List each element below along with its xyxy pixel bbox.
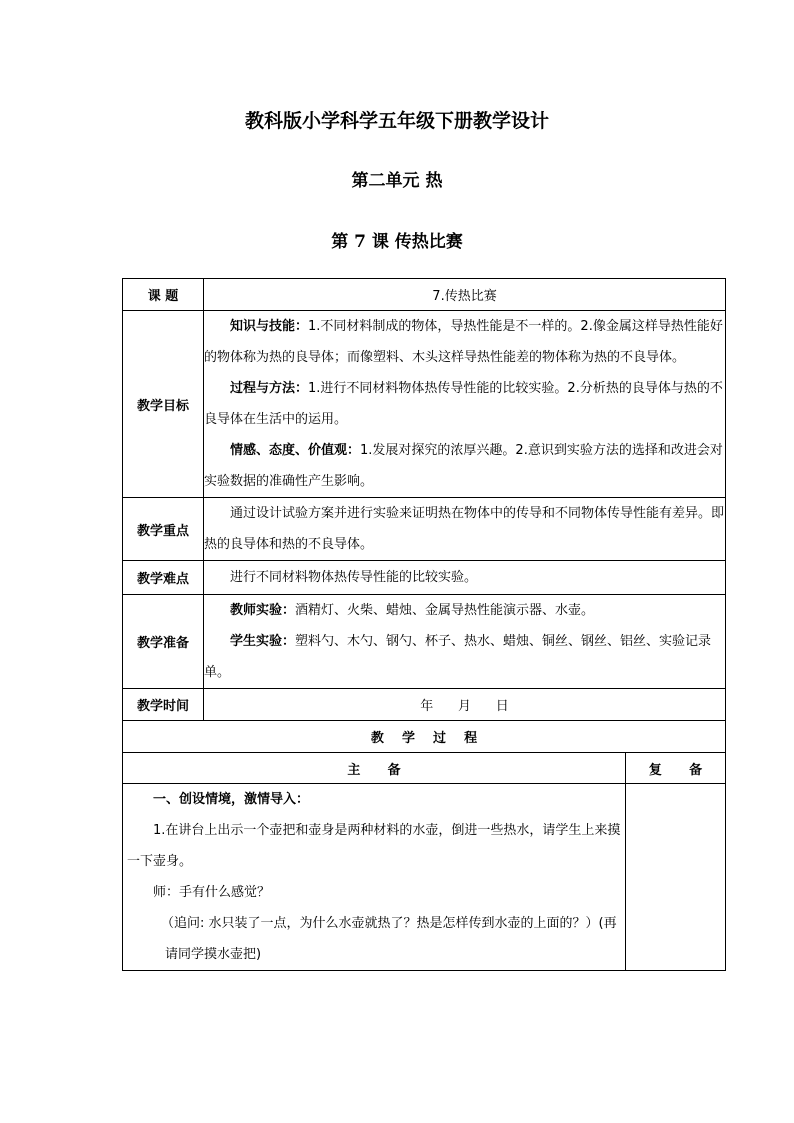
objective-text: 1.不同材料制成的物体，导热性能是不一样的。2.像金属这样导热性能好的物体称为热的良导体；而像塑料、木头这样导热性能差的物体称为热的不良导体。 (204, 319, 723, 365)
lesson-plan-table (122, 278, 726, 971)
difficulty-text: 进行不同材料物体热传导性能的比较实验。 (230, 570, 478, 585)
preparation-teacher (204, 595, 725, 626)
objective-text: 1.进行不同材料物体热传导性能的比较实验。2.分析热的良导体与热的不良导体在生活中的运用。 (204, 381, 723, 427)
topic-value: 7.传热比赛 (204, 279, 726, 311)
difficulty-content (204, 561, 726, 595)
time-value: 年 月 日 (204, 689, 726, 721)
process-line: 师：手有什么感觉？ (153, 885, 271, 900)
key-points-label: 教学重点 (123, 498, 204, 561)
process-content-row (123, 784, 726, 971)
topic-label: 课 题 (123, 279, 204, 311)
review-prep-header: 复 备 (626, 753, 726, 784)
key-points-row (123, 498, 726, 561)
objectives-content (204, 311, 726, 498)
preparation-heading: 教师实验： (230, 603, 296, 618)
time-row (123, 689, 726, 721)
column-header-row (123, 753, 726, 784)
objective-knowledge (204, 311, 725, 373)
key-points-content (204, 498, 726, 561)
main-prep-header: 主 备 (123, 753, 626, 784)
review-content (626, 784, 726, 971)
preparation-content (204, 595, 726, 689)
preparation-heading: 学生实验： (230, 634, 296, 649)
section-title: 一、创设情境，激情导入： (153, 792, 310, 807)
difficulty-label: 教学难点 (123, 561, 204, 595)
objective-attitude (204, 435, 725, 497)
process-header-row (123, 721, 726, 753)
time-label: 教学时间 (123, 689, 204, 721)
unit-title: 第二单元 热 (351, 171, 443, 191)
objective-process (204, 373, 725, 435)
preparation-text: 酒精灯、火柴、蜡烛、金属导热性能演示器、水壶。 (295, 603, 595, 618)
process-content (123, 784, 626, 971)
key-points-text: 通过设计试验方案并进行实验来证明热在物体中的传导和不同物体传导性能有差异。即热的良导体和热的不良导体。 (204, 506, 725, 552)
document-title: 教科版小学科学五年级下册教学设计 (244, 110, 549, 132)
topic-row (123, 279, 726, 311)
objective-heading: 过程与方法： (230, 381, 309, 396)
lesson-title: 第 7 课 传热比赛 (331, 232, 463, 252)
objectives-label: 教学目标 (123, 311, 204, 498)
objective-text: 1.发展对探究的浓厚兴趣。2.意识到实验方法的选择和改进会对实验数据的准确性产生影响。 (204, 443, 723, 489)
objectives-row (123, 311, 726, 498)
objective-heading: 知识与技能： (230, 319, 309, 334)
process-line: 1.在讲台上出示一个壶把和壶身是两种材料的水壶，倒进一些热水，请学生上来摸一下壶身。 (127, 823, 621, 869)
preparation-row (123, 595, 726, 689)
preparation-student (204, 626, 725, 688)
objective-heading: 情感、态度、价值观： (230, 443, 361, 458)
process-line: （追问: 水只装了一点，为什么水壶就热了？热是怎样传到水壶的上面的？）(再请同学摸水壶把) (161, 916, 617, 962)
preparation-text: 塑料勺、木勺、钢勺、杯子、热水、蜡烛、铜丝、钢丝、铝丝、实验记录单。 (204, 634, 712, 680)
process-header: 教 学 过 程 (123, 721, 726, 753)
difficulty-row (123, 561, 726, 595)
preparation-label: 教学准备 (123, 595, 204, 689)
